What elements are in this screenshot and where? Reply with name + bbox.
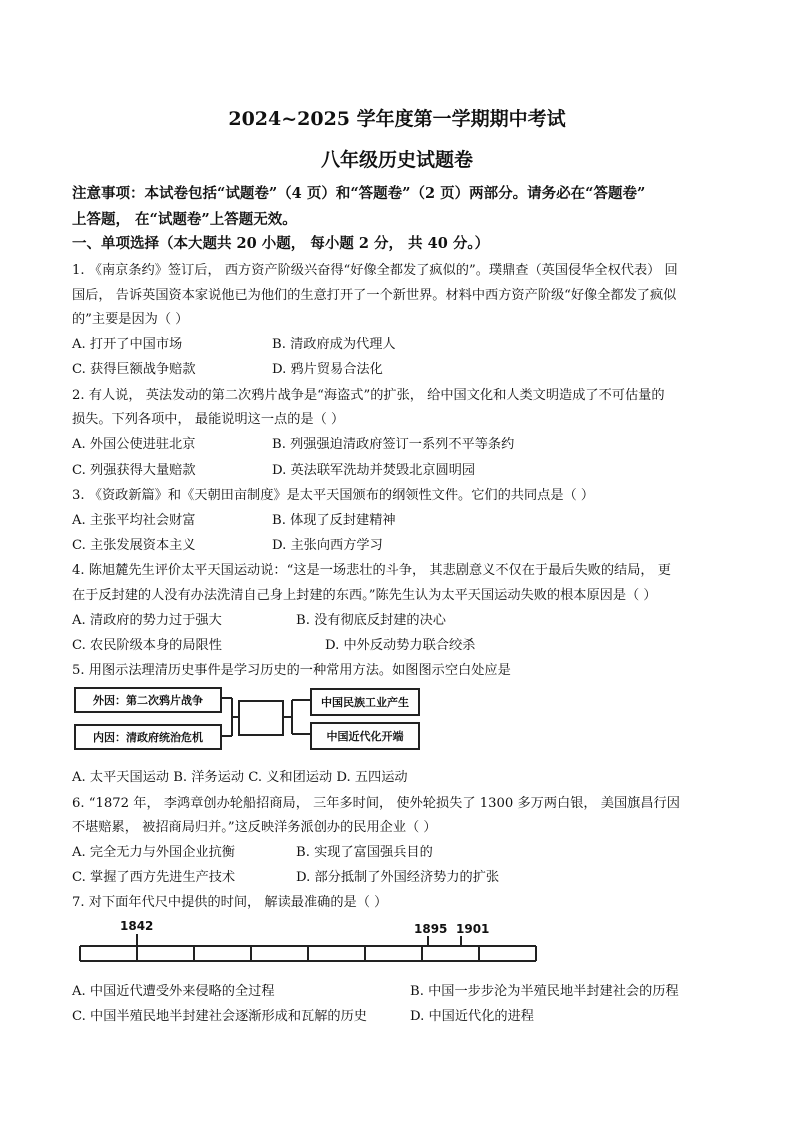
timeline-label-1901: 1901 bbox=[456, 922, 490, 936]
q2-option-c: C. 列强获得大量赔款 bbox=[72, 463, 196, 478]
diagram-box-external-cause: 外因：第二次鸦片战争 bbox=[74, 687, 222, 713]
diagram-box-internal-cause: 内因：清政府统治危机 bbox=[74, 724, 222, 750]
q6-option-b: B. 实现了富国强兵目的 bbox=[296, 845, 433, 860]
q7-option-a: A. 中国近代遭受外来侵略的全过程 bbox=[72, 984, 275, 999]
q3-option-d: D. 主张向西方学习 bbox=[272, 538, 383, 553]
q3-option-c: C. 主张发展资本主义 bbox=[72, 538, 196, 553]
q4-option-d: D. 中外反动势力联合绞杀 bbox=[325, 638, 476, 653]
q2-option-d: D. 英法联军洗劫并焚毁北京圆明园 bbox=[272, 463, 476, 478]
q6-option-a: A. 完全无力与外国企业抗衡 bbox=[72, 845, 235, 860]
diagram-box-blank bbox=[238, 700, 284, 736]
q5-stem-line-1: 5. 用图示法理清历史事件是学习历史的一种常用方法。如图图示空白处应是 bbox=[72, 663, 511, 678]
q1-stem-line-3: 的”主要是因为（ ） bbox=[72, 312, 189, 327]
q4-option-b: B. 没有彻底反封建的决心 bbox=[296, 613, 446, 628]
q4-stem-line-1: 4. 陈旭麓先生评价太平天国运动说：“这是一场悲壮的斗争， 其悲剧意义不仅在于最后失败的结局， 更 bbox=[72, 563, 671, 578]
q6-stem-line-1: 6. “1872 年， 李鸿章创办轮船招商局， 三年多时间， 使外轮损失了 1300 多万两白银， 美国旗昌行因 bbox=[72, 796, 680, 811]
q7-stem-line-1: 7. 对下面年代尺中提供的时间， 解读最准确的是（ ） bbox=[72, 895, 388, 910]
q4-option-a: A. 清政府的势力过于强大 bbox=[72, 613, 222, 628]
q3-option-b: B. 体现了反封建精神 bbox=[272, 513, 396, 528]
exam-subtitle: 八年级历史试题卷 bbox=[320, 149, 473, 171]
q2-option-b: B. 列强强迫清政府签订一系列不平等条约 bbox=[272, 437, 515, 452]
q7-option-c: C. 中国半殖民地半封建社会逐渐形成和瓦解的历史 bbox=[72, 1009, 367, 1024]
q4-stem-line-2: 在于反封建的人没有办法洗清自己身上封建的东西。”陈先生认为太平天国运动失败的根本原因是（ ） bbox=[72, 588, 657, 603]
q5-options: A. 太平天国运动 B. 洋务运动 C. 义和团运动 D. 五四运动 bbox=[72, 770, 408, 785]
timeline-label-1842: 1842 bbox=[120, 919, 154, 933]
q1-stem-line-1: 1. 《南京条约》签订后， 西方资产阶级兴奋得“好像全都发了疯似的”。璞鼎查（英国侵华全权代表） 回 bbox=[72, 263, 678, 278]
q1-option-b: B. 清政府成为代理人 bbox=[272, 337, 396, 352]
notice-block bbox=[72, 181, 722, 233]
q1-option-c: C. 获得巨额战争赔款 bbox=[72, 362, 196, 377]
q1-stem-line-2: 国后， 告诉英国资本家说他已为他们的生意打开了一个新世界。材料中西方资产阶级“好像全都发了疯似 bbox=[72, 288, 677, 303]
q6-option-c: C. 掌握了西方先进生产技术 bbox=[72, 870, 236, 885]
q3-option-a: A. 主张平均社会财富 bbox=[72, 513, 196, 528]
diagram-box-national-industry: 中国民族工业产生 bbox=[310, 688, 420, 716]
q4-option-c: C. 农民阶级本身的局限性 bbox=[72, 638, 222, 653]
q2-option-a: A. 外国公使进驻北京 bbox=[72, 437, 196, 452]
q7-option-d: D. 中国近代化的进程 bbox=[410, 1009, 534, 1024]
q3-stem-line-1: 3. 《资政新篇》和《天朝田亩制度》是太平天国颁布的纲领性文件。它们的共同点是（ ） bbox=[72, 488, 595, 503]
q2-stem-line-1: 2. 有人说， 英法发动的第二次鸦片战争是“海盗式”的扩张， 给中国文化和人类文明造成了不可估量的 bbox=[72, 388, 665, 403]
exam-title: 2024~2025 学年度第一学期期中考试 bbox=[228, 108, 566, 130]
q6-option-d: D. 部分抵制了外国经济势力的扩张 bbox=[296, 870, 500, 885]
q7-option-b: B. 中国一步步沦为半殖民地半封建社会的历程 bbox=[410, 984, 679, 999]
timeline-label-1895: 1895 bbox=[414, 922, 448, 936]
notice-line-1: 注意事项：本试卷包括“试题卷”（4 页）和“答题卷”（2 页）两部分。请务必在“答题卷” bbox=[72, 185, 646, 202]
q1-option-a: A. 打开了中国市场 bbox=[72, 337, 183, 352]
q1-option-d: D. 鸦片贸易合法化 bbox=[272, 362, 383, 377]
section-heading: 一、单项选择（本大题共 20 小题， 每小题 2 分， 共 40 分。） bbox=[72, 235, 490, 252]
diagram-box-modernization-start: 中国近代化开端 bbox=[310, 722, 420, 750]
q2-stem-line-2: 损失。下列各项中， 最能说明这一点的是（ ） bbox=[72, 412, 345, 427]
notice-line-2: 上答题， 在“试题卷”上答题无效。 bbox=[72, 211, 297, 228]
q6-stem-line-2: 不堪赔累， 被招商局归并。”这反映洋务派创办的民用企业（ ） bbox=[72, 820, 437, 835]
